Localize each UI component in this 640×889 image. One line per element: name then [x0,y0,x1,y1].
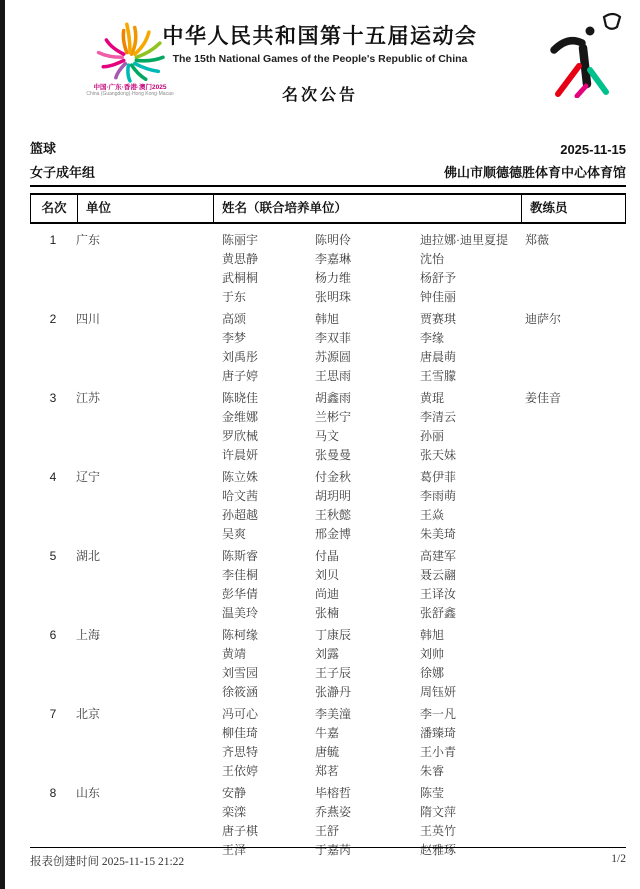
athlete-name: 刘雪园 [222,666,259,680]
table-row-line [30,603,626,622]
athlete-name: 金维娜 [222,410,259,424]
athlete-name: 刘帅 [420,647,445,661]
table-row-line [30,682,626,701]
athlete-name: 张明珠 [315,290,352,304]
rank-cell: 8 [49,785,57,800]
athlete-name: 周钰妍 [420,685,457,699]
table-row-line [30,230,626,249]
unit-cell: 北京 [76,707,101,721]
athlete-name: 王思雨 [315,369,352,383]
athlete-name: 黄思静 [222,252,259,266]
column-header-names: 姓名（联合培养单位） [213,195,521,222]
athlete-name: 迪拉娜·迪里夏提 [420,233,508,247]
athlete-name: 王秋懿 [315,508,352,522]
page-left-edge-bar [0,0,5,889]
athlete-name: 钟佳丽 [420,290,457,304]
athlete-name: 李缘 [420,331,445,345]
athlete-name: 李清云 [420,410,457,424]
table-row-line [30,366,626,385]
document-type-heading: 名次公告 [281,87,358,104]
athlete-name: 贾赛琪 [420,312,457,326]
table-row-line [30,742,626,761]
unit-cell: 江苏 [76,391,101,405]
athlete-name: 哈文茜 [222,489,259,503]
table-row-line [30,723,626,742]
athlete-name: 刘露 [315,647,340,661]
table-row-line [30,249,626,268]
table-row-block [30,625,626,701]
athlete-name: 王依婷 [222,764,259,778]
athlete-name: 刘禹彤 [222,350,259,364]
table-row-block [30,309,626,385]
athlete-name: 毕榕哲 [315,786,352,800]
athlete-name: 黄琨 [420,391,445,405]
athlete-name: 齐思特 [222,745,259,759]
athlete-name: 牛嘉 [315,726,340,740]
athlete-name: 柳佳琦 [222,726,259,740]
column-header-unit: 单位 [77,195,213,222]
athlete-name: 朱睿 [420,764,445,778]
coach-cell: 姜佳音 [525,391,562,405]
athlete-name: 兰彬宁 [315,410,352,424]
logo-caption: 中国·广东·香港·澳门2025 [93,84,167,91]
table-row-line [30,287,626,306]
rank-cell: 1 [49,232,57,247]
rank-cell: 2 [49,311,57,326]
table-row-line [30,328,626,347]
table-row-line [30,644,626,663]
rank-cell: 4 [49,469,57,484]
athlete-name: 赵雅琢 [420,843,457,857]
unit-cell: 广东 [76,233,101,247]
table-row-line [30,565,626,584]
athlete-name: 李嘉琳 [315,252,352,266]
athlete-name: 郑茗 [315,764,340,778]
date-label: 2025-11-15 [560,142,626,157]
table-row-line [30,347,626,366]
athlete-name: 孙超越 [222,508,259,522]
athlete-name: 唐晨萌 [420,350,457,364]
table-row-line [30,821,626,840]
athlete-name: 陈明伶 [315,233,352,247]
table-row-block [30,467,626,543]
athlete-name: 乔燕姿 [315,805,352,819]
athlete-name: 陈莹 [420,786,445,800]
athlete-name: 聂云翮 [420,568,457,582]
athlete-name: 高建军 [420,549,457,563]
athlete-name: 李双菲 [315,331,352,345]
table-row-line [30,505,626,524]
table-row-line [30,802,626,821]
athlete-name: 王雪朦 [420,369,457,383]
athlete-name: 张楠 [315,606,340,620]
games-emblem-icon [90,18,170,84]
athlete-name: 王泽 [222,843,247,857]
athlete-name: 朱美琦 [420,527,457,541]
meta-line-group-venue [30,162,626,181]
athlete-name: 王小青 [420,745,457,759]
table-row-line [30,663,626,682]
table-row-line [30,783,626,802]
athlete-name: 陈晓佳 [222,391,259,405]
athlete-name: 邢金博 [315,527,352,541]
athlete-name: 李梦 [222,331,247,345]
games-emblem-logo [78,18,182,97]
athlete-name: 李佳桐 [222,568,259,582]
table-row-line [30,268,626,287]
table-row-block [30,546,626,622]
table-row-block [30,388,626,464]
athlete-name: 徐娜 [420,666,445,680]
meta-line-sport-date [30,138,626,157]
athlete-name: 王舒 [315,824,340,838]
column-header-rank: 名次 [41,201,67,215]
athlete-name: 唐毓 [315,745,340,759]
athlete-name: 吴爽 [222,527,247,541]
table-row-line [30,584,626,603]
unit-cell: 上海 [76,628,101,642]
athlete-name: 付晶 [315,549,340,563]
coach-cell: 迪萨尔 [525,312,562,326]
athlete-name: 韩旭 [315,312,340,326]
unit-cell: 湖北 [76,549,101,563]
unit-cell: 山东 [76,786,101,800]
athlete-name: 冯可心 [222,707,259,721]
table-row-line [30,407,626,426]
athlete-name: 丁康辰 [315,628,352,642]
page-title: 中华人民共和国第十五届运动会 [162,25,478,48]
athlete-name: 彭华倩 [222,587,259,601]
athlete-name: 王子辰 [315,666,352,680]
athlete-name: 刘贝 [315,568,340,582]
athlete-name: 潘臻琦 [420,726,457,740]
athlete-name: 于嘉芮 [315,843,352,857]
table-row-line [30,704,626,723]
athlete-name: 许晨妍 [222,448,259,462]
basketball-pictogram-icon [546,10,628,98]
athlete-name: 陈立姝 [222,470,259,484]
group-label: 女子成年组 [30,165,96,180]
athlete-name: 李雨萌 [420,489,457,503]
athlete-name: 尚迪 [315,587,340,601]
athlete-name: 高颂 [222,312,247,326]
table-row-line [30,486,626,505]
table-row-line [30,761,626,780]
rank-cell: 5 [49,548,57,563]
athlete-name: 张天妹 [420,448,457,462]
athlete-name: 唐子棋 [222,824,259,838]
header-divider [30,185,626,187]
table-header-row [30,193,626,224]
athlete-name: 黄靖 [222,647,247,661]
athlete-name: 沈怡 [420,252,445,266]
athlete-name: 陈丽宇 [222,233,259,247]
rank-cell: 7 [49,706,57,721]
table-row-line [30,546,626,565]
athlete-name: 栾滦 [222,805,247,819]
table-row-line [30,309,626,328]
document-header [0,0,640,124]
table-row-line [30,388,626,407]
athlete-name: 唐子婷 [222,369,259,383]
athlete-name: 李一凡 [420,707,457,721]
athlete-name: 王译汝 [420,587,457,601]
athlete-name: 杨力维 [315,271,352,285]
table-row-line [30,445,626,464]
athlete-name: 张曼曼 [315,448,352,462]
report-footer [30,847,626,869]
athlete-name: 李美潼 [315,707,352,721]
athlete-name: 张舒鑫 [420,606,457,620]
athlete-name: 温美玲 [222,606,259,620]
report-created-time: 报表创建时间 2025-11-15 21:22 [30,856,185,868]
athlete-name: 罗欣械 [222,429,259,443]
sport-label: 篮球 [30,141,57,156]
athlete-name: 王英竹 [420,824,457,838]
table-body [30,230,626,859]
athlete-name: 杨舒予 [420,271,457,285]
coach-cell: 郑薇 [525,233,550,247]
athlete-name: 隋文萍 [420,805,457,819]
athlete-name: 王焱 [420,508,445,522]
athlete-name: 徐筱涵 [222,685,259,699]
rank-cell: 3 [49,390,57,405]
athlete-name: 韩旭 [420,628,445,642]
athlete-name: 胡玥明 [315,489,352,503]
page-title-english: The 15th National Games of the People's Republic of China [172,53,468,65]
athlete-name: 安静 [222,786,247,800]
venue-label: 佛山市顺德德胜体育中心体育馆 [443,165,626,180]
column-header-coach: 教练员 [521,195,625,222]
table-row-block [30,230,626,306]
logo-subcaption: China (Guangdong)·Hong Kong·Macao [86,91,174,97]
page-indicator: 1/2 [611,853,626,865]
athlete-name: 武桐桐 [222,271,259,285]
athlete-name: 付金秋 [315,470,352,484]
athlete-name: 张瀞丹 [315,685,352,699]
table-row-line [30,426,626,445]
athlete-name: 葛伊菲 [420,470,457,484]
athlete-name: 陈斯睿 [222,549,259,563]
athlete-name: 马文 [315,429,340,443]
table-row-line [30,467,626,486]
table-row-block [30,704,626,780]
unit-cell: 辽宁 [76,470,101,484]
table-row-line [30,625,626,644]
table-row-line [30,524,626,543]
athlete-name: 苏源圆 [315,350,352,364]
athlete-name: 孙丽 [420,429,445,443]
athlete-name: 于东 [222,290,247,304]
rank-cell: 6 [49,627,57,642]
unit-cell: 四川 [76,312,101,326]
athlete-name: 陈柯缘 [222,628,259,642]
athlete-name: 胡鑫雨 [315,391,352,405]
